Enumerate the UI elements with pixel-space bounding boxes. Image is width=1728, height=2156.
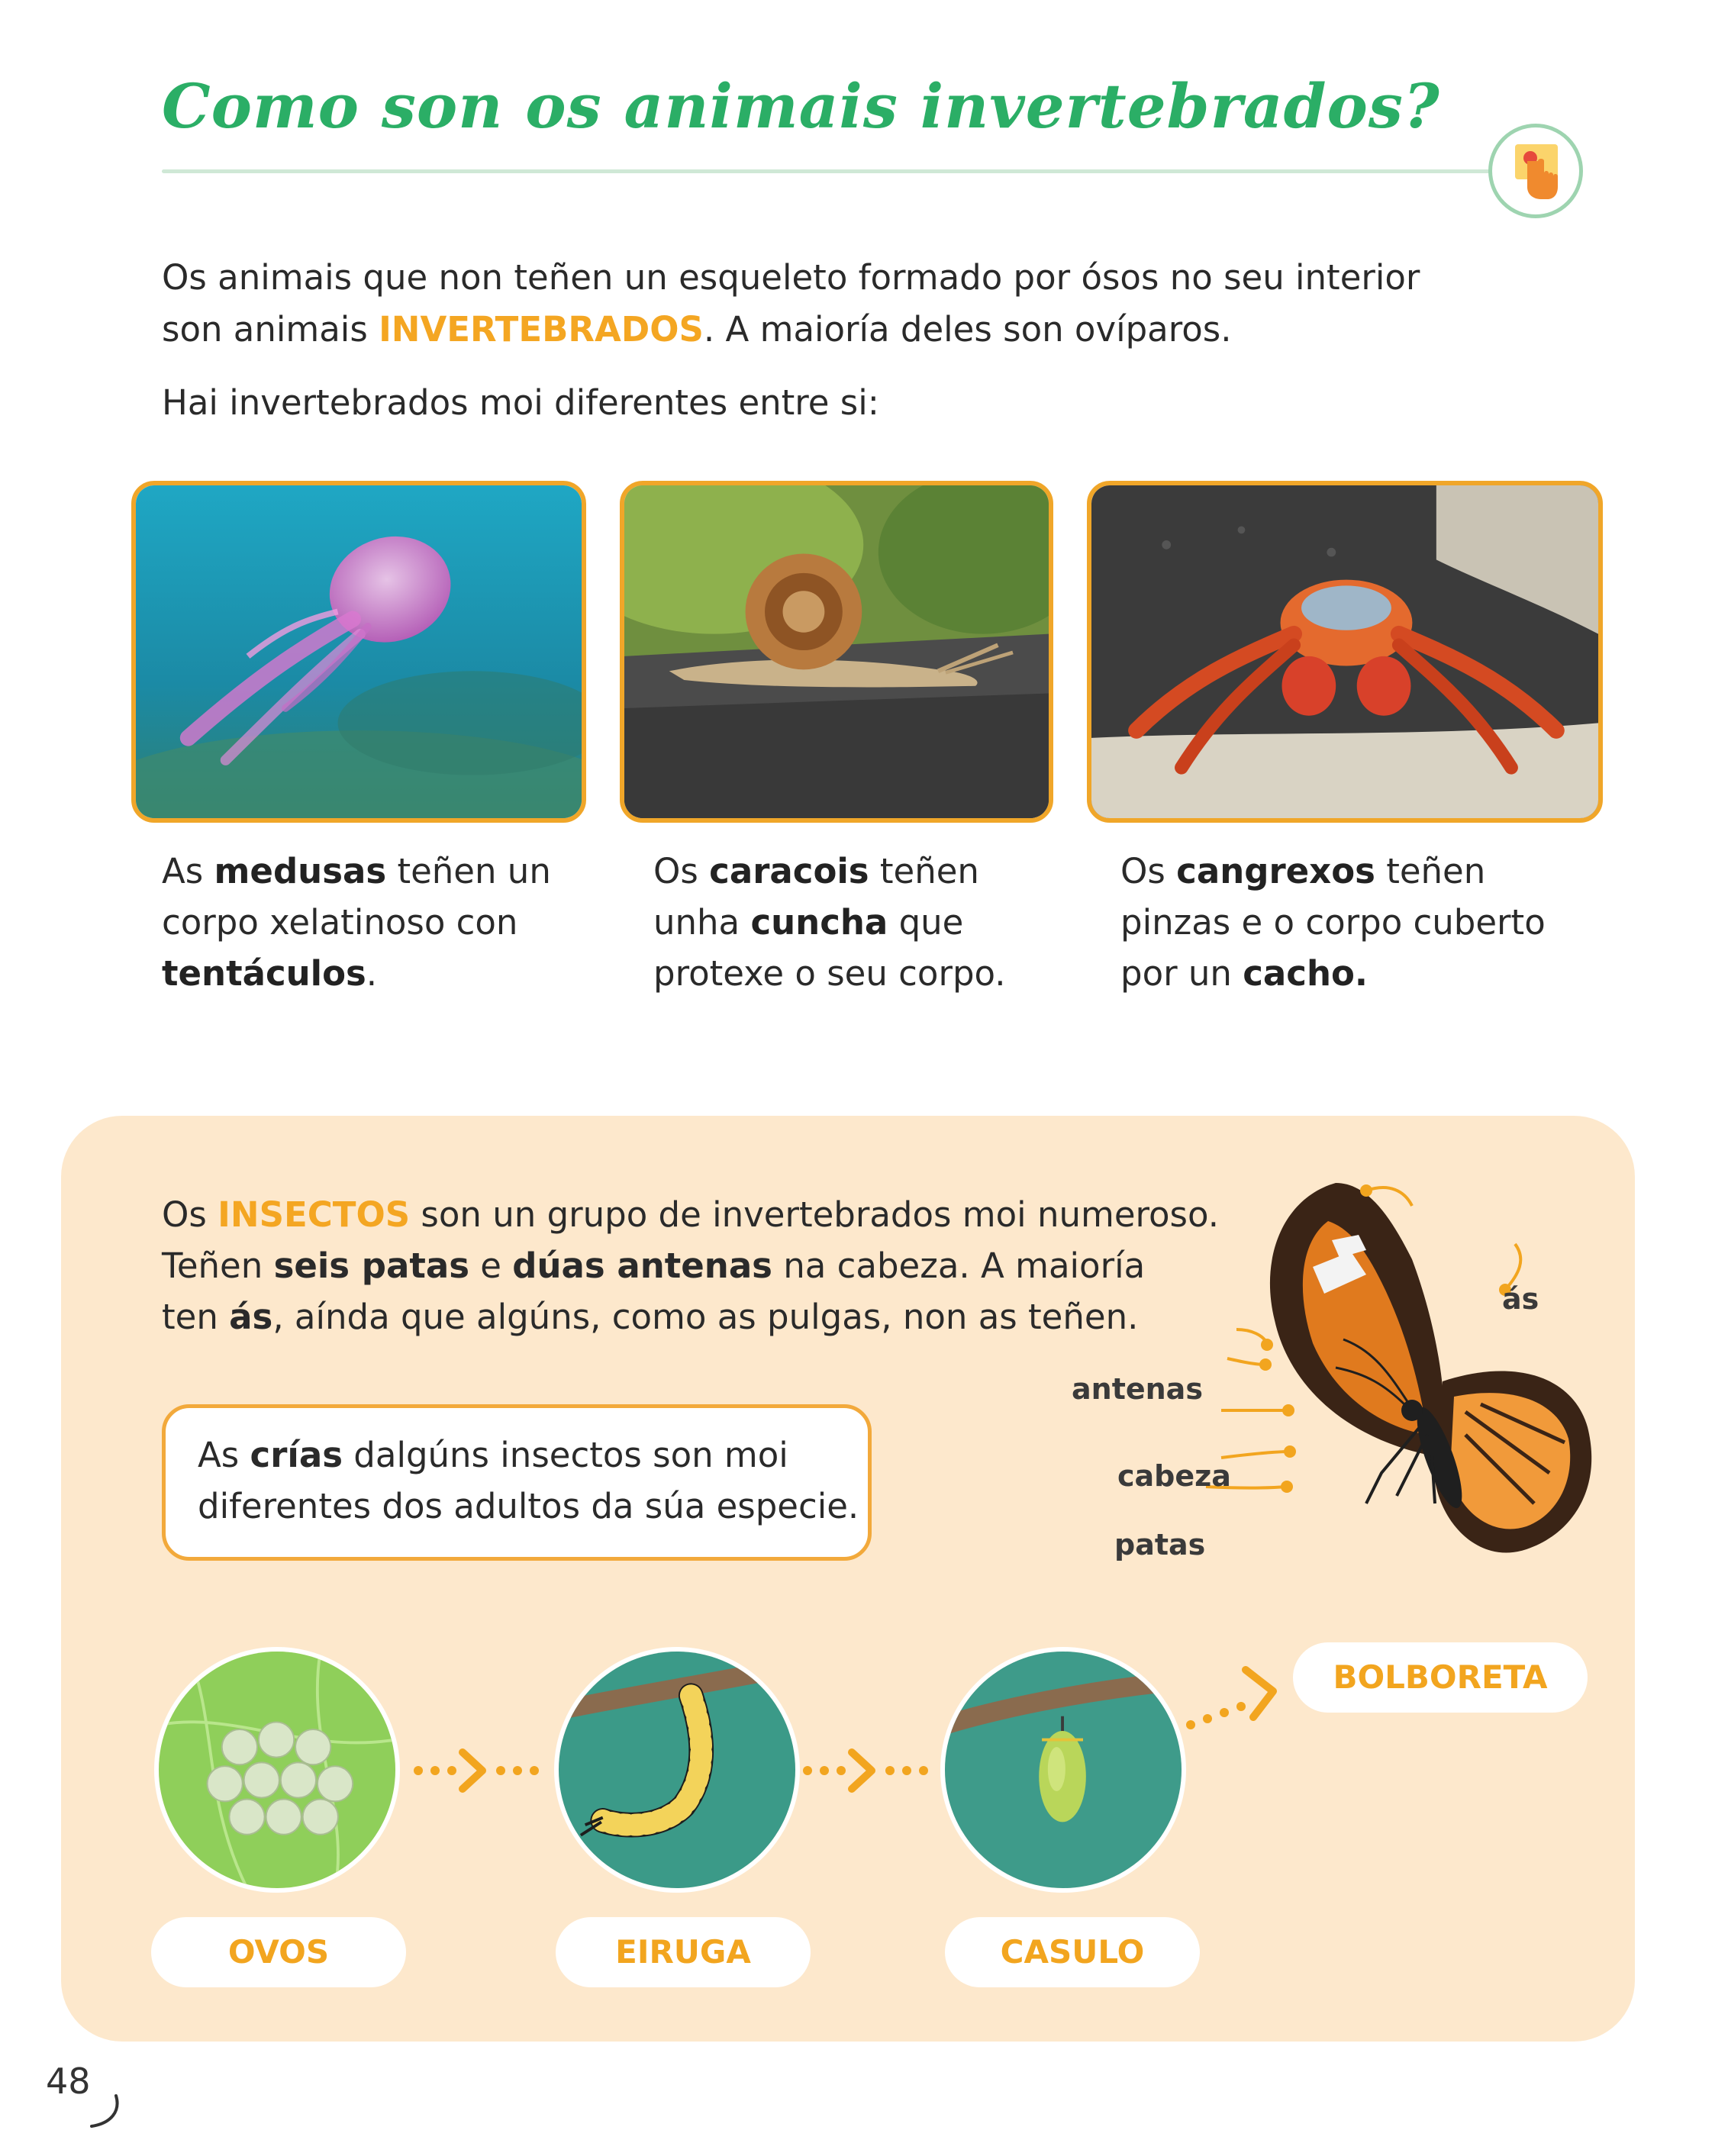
dotted-arrow-icon (801, 1748, 939, 1793)
keyword-six-legs: seis patas (273, 1246, 469, 1286)
note-text: As (198, 1435, 250, 1475)
caption-text: por un (1120, 953, 1243, 994)
caption-line (653, 897, 1006, 948)
label-legs: patas (1114, 1528, 1206, 1561)
arrow-chrysalis-to-butterfly (1183, 1655, 1290, 1739)
caption-line: corpo xelatinoso con (162, 902, 518, 943)
snail-photo (620, 481, 1053, 823)
dotted-arrow-icon (412, 1748, 550, 1793)
stage-label-caterpillar: EIRUGA (556, 1917, 811, 1987)
touch-interactive-badge[interactable] (1488, 124, 1583, 218)
eggs-photo (154, 1647, 400, 1893)
label-antennae: antenas (1072, 1372, 1203, 1406)
caption-line (1120, 948, 1546, 999)
insects-text: e (469, 1246, 513, 1286)
insects-text: Os (162, 1194, 218, 1235)
offspring-note-box (162, 1404, 872, 1561)
jellyfish-photo (131, 481, 586, 823)
insects-text: ten (162, 1297, 230, 1337)
intro-text: son animais (162, 309, 379, 350)
caption-text: . (366, 953, 378, 994)
stage-label-chrysalis: CASULO (945, 1917, 1200, 1987)
caption-jellyfish (162, 846, 551, 999)
keyword-insectos: INSECTOS (218, 1194, 411, 1235)
page-corner-mark (85, 2093, 131, 2131)
chrysalis-photo (940, 1647, 1186, 1893)
page-number: 48 (46, 2061, 91, 2102)
caption-text: teñen un (386, 851, 551, 891)
note-line (198, 1429, 836, 1481)
caption-line (162, 846, 551, 897)
page-title: Como son os animais invertebrados? (162, 70, 1440, 142)
note-text: dalgúns insectos son moi (343, 1435, 788, 1475)
stage-label-eggs: OVOS (151, 1917, 406, 1987)
stage-label-butterfly: BOLBORETA (1293, 1642, 1588, 1713)
caption-text: Os (1120, 851, 1177, 891)
label-wings: ás (1502, 1282, 1539, 1316)
caption-keyword: cacho. (1243, 953, 1369, 994)
keyword-crias: crías (250, 1435, 343, 1475)
note-line: diferentes dos adultos da súa especie. (198, 1486, 859, 1526)
caption-keyword: cuncha (750, 902, 888, 943)
caption-text: unha (653, 902, 751, 943)
intro-line-2 (162, 304, 1232, 355)
caption-text: Os (653, 851, 710, 891)
caption-crab (1120, 846, 1546, 999)
arrow-eggs-to-caterpillar (412, 1748, 550, 1793)
caption-line (1120, 846, 1546, 897)
caterpillar-photo (554, 1647, 800, 1893)
caption-line (653, 846, 1006, 897)
caption-keyword: caracois (709, 851, 869, 891)
keyword-invertebrados: INVERTEBRADOS (379, 309, 704, 350)
butterfly-diagram (1191, 1168, 1618, 1610)
intro-text: . A maioría deles son ovíparos. (703, 309, 1232, 350)
caption-keyword: cangrexos (1176, 851, 1375, 891)
caption-line (162, 948, 551, 999)
label-head: cabeza (1117, 1459, 1231, 1493)
hand-touch-icon (1492, 127, 1579, 214)
caption-text: teñen (869, 851, 979, 891)
insects-line-2 (162, 1240, 1145, 1291)
insects-text: Teñen (162, 1246, 274, 1286)
caption-line: protexe o seu corpo. (653, 953, 1006, 994)
butterfly-illustration (1270, 1183, 1591, 1552)
insects-text: na cabeza. A maioría (772, 1246, 1146, 1286)
insects-text: son un grupo de invertebrados moi numeroso. (410, 1194, 1220, 1235)
title-underline (162, 169, 1497, 173)
intro-line-1: Os animais que non teñen un esqueleto formado por ósos no seu interior (162, 257, 1420, 298)
insects-line-1 (162, 1189, 1219, 1240)
caption-keyword: tentáculos (162, 953, 366, 994)
caption-snail (653, 846, 1006, 999)
dotted-arrow-icon (1183, 1655, 1290, 1739)
crab-photo (1087, 481, 1603, 823)
keyword-wings: ás (229, 1297, 273, 1337)
caption-text: teñen (1375, 851, 1486, 891)
caption-keyword: medusas (214, 851, 387, 891)
insects-text: , aínda que algúns, como as pulgas, non as teñen. (272, 1297, 1139, 1337)
caption-text: que (888, 902, 964, 943)
keyword-two-antennae: dúas antenas (512, 1246, 772, 1286)
arrow-caterpillar-to-chrysalis (801, 1748, 939, 1793)
caption-line: pinzas e o corpo cuberto (1120, 902, 1546, 943)
caption-text: As (162, 851, 214, 891)
insects-line-3 (162, 1291, 1138, 1342)
intro-line-3: Hai invertebrados moi diferentes entre si: (162, 382, 879, 423)
